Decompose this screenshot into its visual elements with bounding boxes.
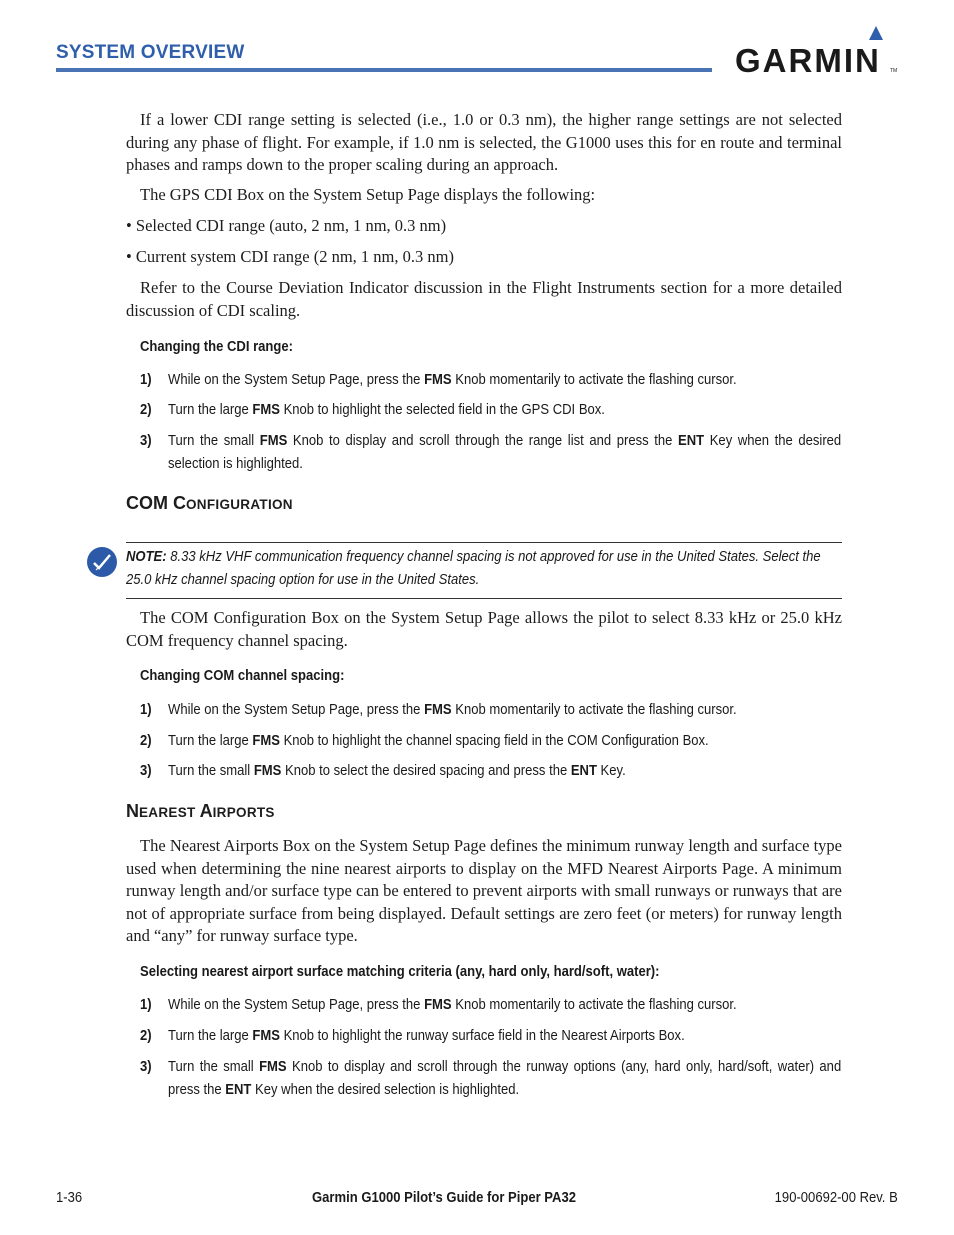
step-number: 3) [140, 433, 152, 449]
step-number: 2) [140, 733, 152, 749]
step-text: Turn the small FMS Knob to display and scroll through the runway options (any, hard only, hard/soft, water) and press the ENT Key when the desired selection is highlighted. [168, 1059, 842, 1098]
step-text: While on the System Setup Page, press the FMS Knob momentarily to activate the flashing cursor. [168, 372, 737, 388]
step-text: Turn the small FMS Knob to display and scroll through the range list and press the ENT Key when the desired selection is highlighted. [168, 433, 842, 472]
step-text: Turn the large FMS Knob to highlight the channel spacing field in the COM Configuration Box. [168, 733, 709, 749]
intro-paragraph-3: Refer to the Course Deviation Indicator discussion in the Flight Instruments section for a more detailed discussion of CDI scaling. [126, 278, 842, 320]
footer-doc-number: 190-00692-00 Rev. B [774, 1190, 898, 1206]
step-text: Turn the small FMS Knob to select the desired spacing and press the ENT Key. [168, 763, 626, 779]
com-paragraph: The COM Configuration Box on the System Setup Page allows the pilot to select 8.33 kHz or 25.0 kHz COM frequency channel spacing. [126, 608, 842, 650]
step-text: Turn the large FMS Knob to highlight the selected field in the GPS CDI Box. [168, 402, 605, 418]
bullet-item-1: • Selected CDI range (auto, 2 nm, 1 nm, 0.3 nm) [126, 216, 447, 235]
note-icon [86, 546, 118, 578]
procedure-title-cdi: Changing the CDI range: [140, 339, 293, 355]
note-bottom-rule [126, 598, 842, 599]
step-number: 1) [140, 997, 152, 1013]
logo-tm: TM [890, 68, 898, 74]
garmin-logo [735, 26, 900, 76]
header-rule [56, 68, 712, 72]
nearest-airports-paragraph: The Nearest Airports Box on the System Setup Page defines the minimum runway length and surface type used when determining the nine nearest airports to display on the MFD Nearest Airports Page. A minimum runway length and/or surface type can be entered to prevent airports with small runways or runways that are not of appropriate surface from being displayed. Default settings are zero feet (or meters) for runway length and “any” for runway surface type. [126, 836, 842, 945]
step-text: While on the System Setup Page, press the FMS Knob momentarily to activate the flashing cursor. [168, 997, 737, 1013]
step-number: 2) [140, 1028, 152, 1044]
step-text: Turn the large FMS Knob to highlight the runway surface field in the Nearest Airports Box. [168, 1028, 685, 1044]
note-text: NOTE: 8.33 kHz VHF communication frequency channel spacing is not approved for use in the United States. Select the 25.0 kHz channel spacing option for use in the United States. [126, 549, 821, 588]
note-top-rule [126, 542, 842, 543]
step-number: 3) [140, 1059, 152, 1075]
footer-page-number: 1-36 [56, 1190, 83, 1206]
procedure-title-com: Changing COM channel spacing: [140, 668, 345, 684]
footer-title: Garmin G1000 Pilot’s Guide for Piper PA32 [312, 1190, 576, 1206]
step-number: 3) [140, 763, 152, 779]
intro-paragraph-1: If a lower CDI range setting is selected (i.e., 1.0 or 0.3 nm), the higher range settings are not selected during any phase of flight. For example, if 1.0 nm is selected, the G1000 uses this for en route and terminal phases and ramps down to the proper scaling during an approach. [126, 110, 842, 174]
intro-paragraph-2: The GPS CDI Box on the System Setup Page displays the following: [140, 185, 596, 204]
section-heading-com-configuration: COM CONFIGURATION [126, 493, 293, 513]
section-heading-nearest-airports: NEAREST AIRPORTS [126, 801, 275, 821]
procedure-title-nearest: Selecting nearest airport surface matching criteria (any, hard only, hard/soft, water): [140, 964, 660, 980]
bullet-item-2: • Current system CDI range (2 nm, 1 nm, 0.3 nm) [126, 247, 454, 266]
step-number: 1) [140, 702, 152, 718]
step-number: 2) [140, 402, 152, 418]
step-number: 1) [140, 372, 152, 388]
step-text: While on the System Setup Page, press the FMS Knob momentarily to activate the flashing cursor. [168, 702, 737, 718]
logo-wordmark: GARMIN [735, 42, 881, 76]
section-title: SYSTEM OVERVIEW [56, 42, 245, 63]
